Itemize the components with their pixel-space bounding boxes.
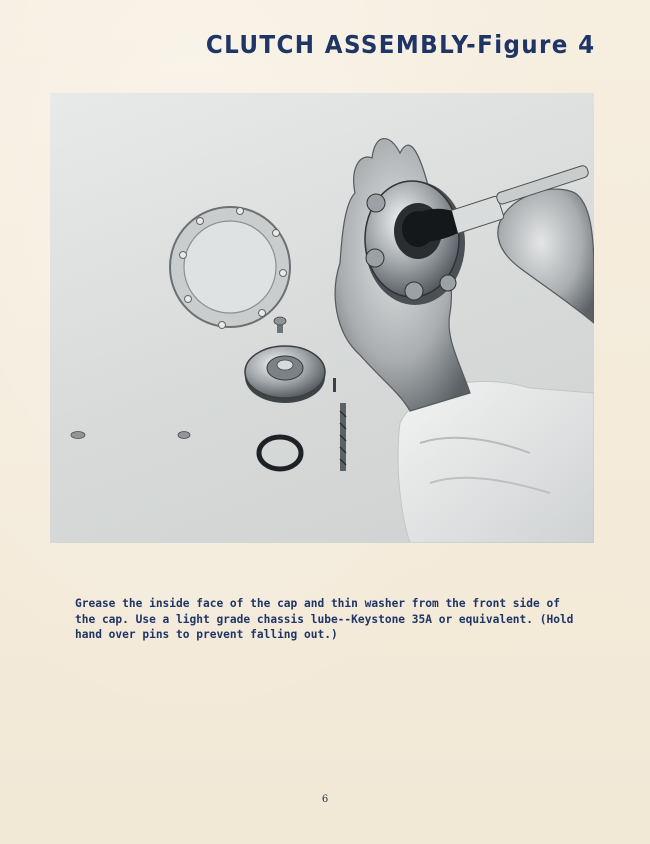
drill-bit	[340, 403, 346, 471]
o-ring	[259, 437, 301, 469]
page-number: 6	[321, 794, 329, 805]
screw-part	[274, 317, 286, 333]
page-title: CLUTCH ASSEMBLY-Figure 4	[206, 30, 596, 59]
caption-text: Grease the inside face of the cap and thin washer from the front side of the cap. Use a light grade chassis lube--Keystone 35A or equivalent. (Hold hand over pins to prevent falling out.)	[75, 597, 574, 641]
pin-part	[333, 378, 336, 392]
clutch-housing	[365, 181, 465, 305]
clutch-cap	[245, 346, 325, 403]
small-screws	[71, 432, 190, 439]
gasket-ring	[170, 207, 290, 329]
clutch-assembly-photo	[50, 93, 594, 543]
